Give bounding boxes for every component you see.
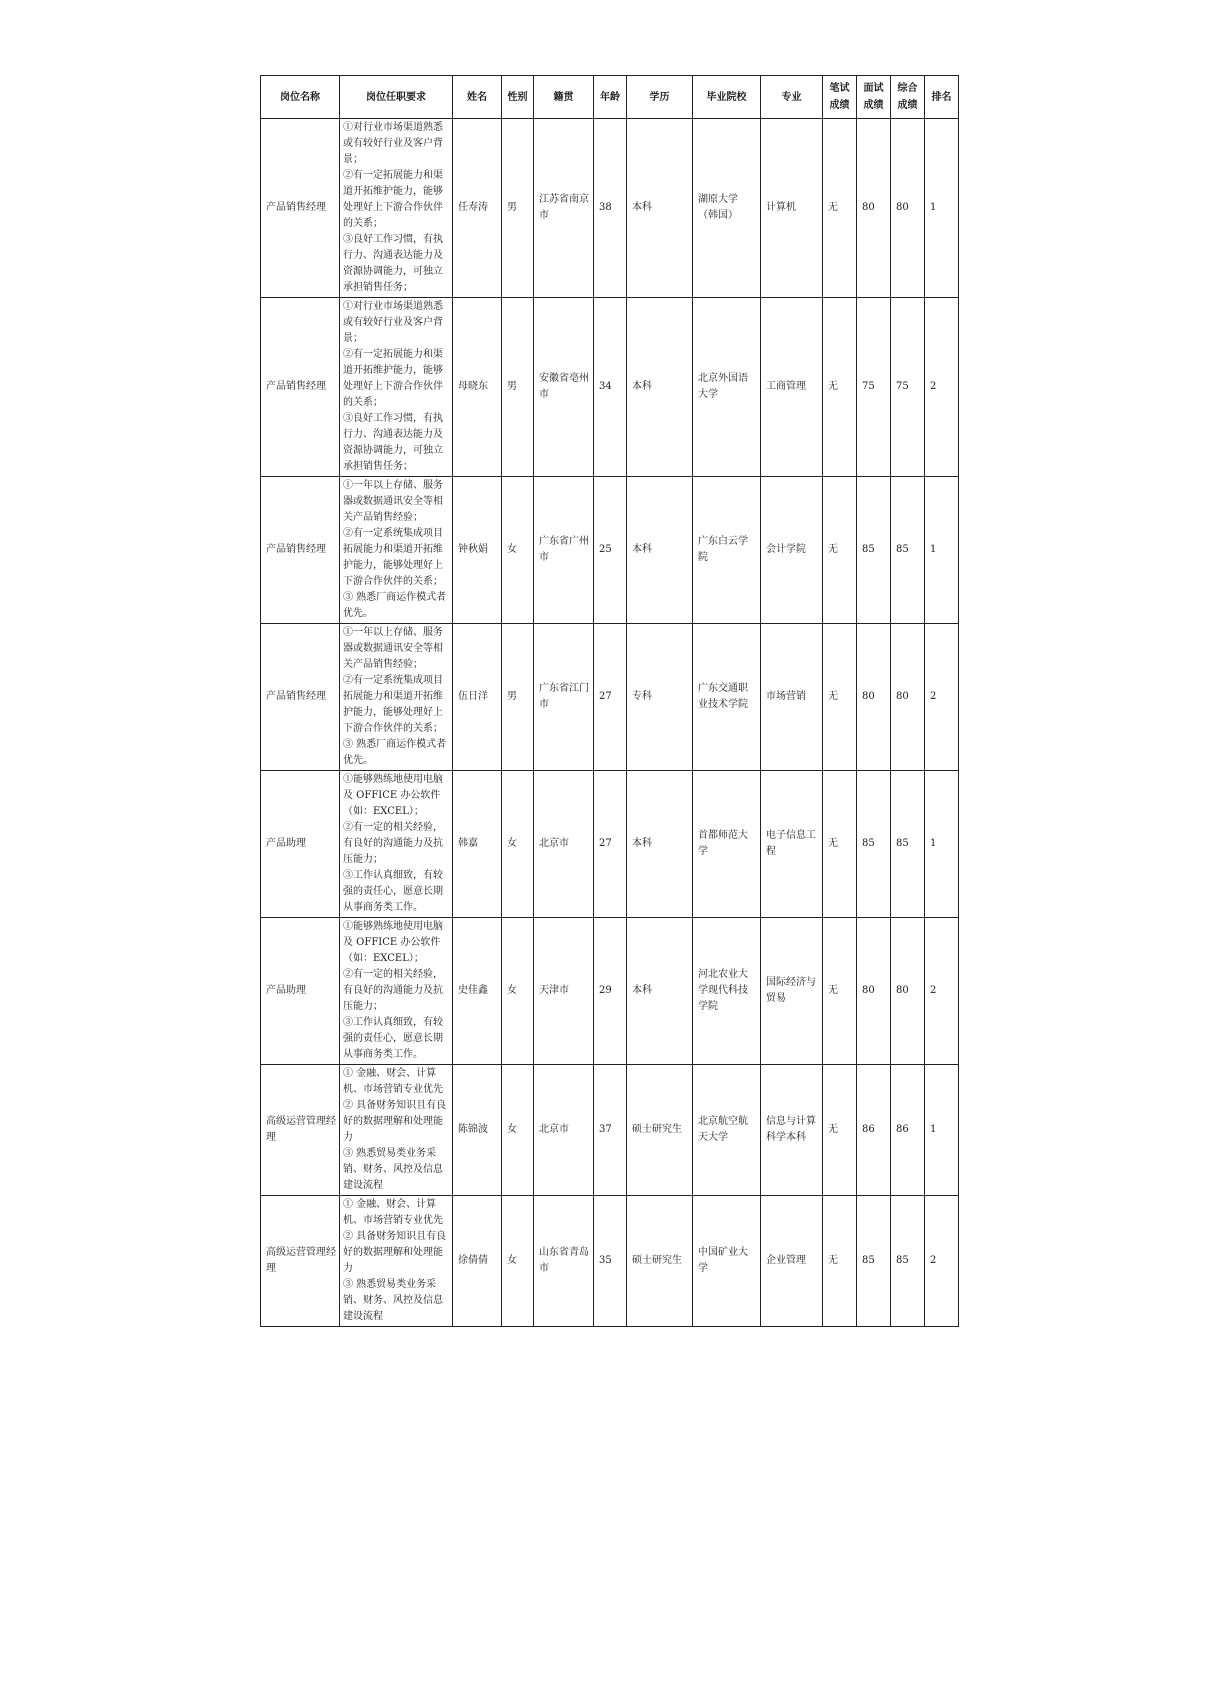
position-cell: 产品销售经理 (261, 119, 340, 298)
header-written-score: 笔试成绩 (823, 76, 857, 119)
school-cell: 湖原大学（韩国） (693, 119, 761, 298)
education-cell: 硕士研究生 (627, 1196, 693, 1327)
gender-cell: 女 (502, 1196, 534, 1327)
header-rank: 排名 (925, 76, 959, 119)
table-row (261, 1196, 959, 1327)
school-cell: 广东交通职业技术学院 (693, 624, 761, 771)
written-score-cell: 无 (823, 918, 857, 1065)
interview-score-cell: 75 (857, 298, 891, 477)
requirement-item: ②有一定系统集成项目拓展能力和渠道开拓维护能力，能够处理好上下游合作伙伴的关系； (343, 675, 443, 734)
total-score-cell: 86 (891, 1065, 925, 1196)
written-score-cell: 无 (823, 771, 857, 918)
header-education: 学历 (627, 76, 693, 119)
total-score-cell: 80 (891, 119, 925, 298)
interview-score-cell: 80 (857, 119, 891, 298)
requirement-item: ① 金融、财会、计算机、市场营销专业优先 (343, 1199, 443, 1226)
origin-cell: 北京市 (534, 1065, 594, 1196)
position-cell: 产品销售经理 (261, 298, 340, 477)
total-score-cell: 85 (891, 477, 925, 624)
position-cell: 产品销售经理 (261, 477, 340, 624)
major-cell: 会计学院 (761, 477, 823, 624)
major-cell: 国际经济与贸易 (761, 918, 823, 1065)
total-score-cell: 85 (891, 1196, 925, 1327)
age-cell: 25 (594, 477, 627, 624)
table-row (261, 918, 959, 1065)
name-cell: 史佳鑫 (453, 918, 502, 1065)
total-score-cell: 75 (891, 298, 925, 477)
education-cell: 本科 (627, 298, 693, 477)
table-row (261, 624, 959, 771)
requirement-item: ①对行业市场渠道熟悉或有较好行业及客户背景； (343, 301, 443, 344)
requirement-item: ③ 熟悉贸易类业务采销、财务、风控及信息建设流程 (343, 1148, 443, 1191)
major-cell: 计算机 (761, 119, 823, 298)
header-age: 年龄 (594, 76, 627, 119)
gender-cell: 男 (502, 119, 534, 298)
school-cell: 河北农业大学现代科技学院 (693, 918, 761, 1065)
interview-score-cell: 85 (857, 1196, 891, 1327)
requirement-item: ③工作认真细致，有较强的责任心，愿意长期从事商务类工作。 (343, 1017, 443, 1060)
school-cell: 首都师范大学 (693, 771, 761, 918)
interview-score-cell: 85 (857, 477, 891, 624)
education-cell: 专科 (627, 624, 693, 771)
requirement-item: ①对行业市场渠道熟悉或有较好行业及客户背景； (343, 122, 443, 165)
total-score-cell: 80 (891, 918, 925, 1065)
major-cell: 企业管理 (761, 1196, 823, 1327)
rank-cell: 1 (925, 771, 959, 918)
requirements-cell (340, 477, 453, 624)
header-requirements: 岗位任职要求 (340, 76, 453, 119)
age-cell: 29 (594, 918, 627, 1065)
requirement-item: ② 具备财务知识且有良好的数据理解和处理能力 (343, 1231, 447, 1274)
header-school: 毕业院校 (693, 76, 761, 119)
requirement-item: ③工作认真细致，有较强的责任心，愿意长期从事商务类工作。 (343, 870, 443, 913)
table-row (261, 119, 959, 298)
major-cell: 信息与计算科学本科 (761, 1065, 823, 1196)
table-row (261, 771, 959, 918)
header-gender: 性别 (502, 76, 534, 119)
written-score-cell: 无 (823, 119, 857, 298)
origin-cell: 江苏省南京市 (534, 119, 594, 298)
requirement-item: ②有一定系统集成项目拓展能力和渠道开拓维护能力，能够处理好上下游合作伙伴的关系； (343, 528, 443, 587)
position-cell: 高级运营管理经理 (261, 1196, 340, 1327)
name-cell: 伍日洋 (453, 624, 502, 771)
requirements-cell (340, 119, 453, 298)
requirement-item: ②有一定的相关经验，有良好的沟通能力及抗压能力； (343, 822, 443, 865)
origin-cell: 山东省青岛市 (534, 1196, 594, 1327)
age-cell: 38 (594, 119, 627, 298)
position-cell: 产品助理 (261, 918, 340, 1065)
education-cell: 硕士研究生 (627, 1065, 693, 1196)
name-cell: 韩嘉 (453, 771, 502, 918)
position-cell: 产品助理 (261, 771, 340, 918)
origin-cell: 广东省江门市 (534, 624, 594, 771)
age-cell: 34 (594, 298, 627, 477)
requirement-item: ①能够熟练地使用电脑及 OFFICE 办公软件（如：EXCEL）； (343, 774, 443, 817)
interview-score-cell: 80 (857, 624, 891, 771)
age-cell: 27 (594, 771, 627, 918)
header-major: 专业 (761, 76, 823, 119)
requirements-cell (340, 298, 453, 477)
name-cell: 母晓东 (453, 298, 502, 477)
rank-cell: 1 (925, 119, 959, 298)
written-score-cell: 无 (823, 1196, 857, 1327)
school-cell: 北京外国语大学 (693, 298, 761, 477)
requirements-cell (340, 1065, 453, 1196)
rank-cell: 2 (925, 918, 959, 1065)
header-row (261, 76, 959, 119)
education-cell: 本科 (627, 119, 693, 298)
school-cell: 广东白云学院 (693, 477, 761, 624)
written-score-cell: 无 (823, 298, 857, 477)
requirement-item: ①能够熟练地使用电脑及 OFFICE 办公软件（如：EXCEL）； (343, 921, 443, 964)
age-cell: 37 (594, 1065, 627, 1196)
requirement-item: ① 金融、财会、计算机、市场营销专业优先 (343, 1068, 443, 1095)
header-position: 岗位名称 (261, 76, 340, 119)
position-cell: 高级运营管理经理 (261, 1065, 340, 1196)
gender-cell: 男 (502, 624, 534, 771)
requirements-cell (340, 624, 453, 771)
requirements-cell (340, 1196, 453, 1327)
school-cell: 北京航空航天大学 (693, 1065, 761, 1196)
gender-cell: 女 (502, 771, 534, 918)
gender-cell: 女 (502, 477, 534, 624)
position-cell: 产品销售经理 (261, 624, 340, 771)
gender-cell: 女 (502, 1065, 534, 1196)
requirement-item: ③良好工作习惯，有执行力、沟通表达能力及资源协调能力，可独立承担销售任务； (343, 413, 443, 472)
education-cell: 本科 (627, 918, 693, 1065)
written-score-cell: 无 (823, 1065, 857, 1196)
requirement-item: ③ 熟悉厂商运作模式者优先。 (343, 592, 447, 619)
major-cell: 工商管理 (761, 298, 823, 477)
written-score-cell: 无 (823, 624, 857, 771)
table-row (261, 1065, 959, 1196)
major-cell: 市场营销 (761, 624, 823, 771)
requirements-cell (340, 918, 453, 1065)
rank-cell: 2 (925, 298, 959, 477)
school-cell: 中国矿业大学 (693, 1196, 761, 1327)
requirement-item: ②有一定拓展能力和渠道开拓维护能力，能够处理好上下游合作伙伴的关系； (343, 349, 443, 408)
table-row (261, 477, 959, 624)
requirements-cell (340, 771, 453, 918)
written-score-cell: 无 (823, 477, 857, 624)
rank-cell: 1 (925, 477, 959, 624)
gender-cell: 男 (502, 298, 534, 477)
major-cell: 电子信息工程 (761, 771, 823, 918)
education-cell: 本科 (627, 771, 693, 918)
name-cell: 徐倩倩 (453, 1196, 502, 1327)
total-score-cell: 85 (891, 771, 925, 918)
requirement-item: ③ 熟悉贸易类业务采销、财务、风控及信息建设流程 (343, 1279, 443, 1322)
requirement-item: ③ 熟悉厂商运作模式者优先。 (343, 739, 447, 766)
candidate-table (260, 75, 959, 1327)
table-row (261, 298, 959, 477)
rank-cell: 1 (925, 1065, 959, 1196)
age-cell: 27 (594, 624, 627, 771)
origin-cell: 天津市 (534, 918, 594, 1065)
origin-cell: 安徽省亳州市 (534, 298, 594, 477)
origin-cell: 广东省广州市 (534, 477, 594, 624)
requirement-item: ③良好工作习惯，有执行力、沟通表达能力及资源协调能力，可独立承担销售任务； (343, 234, 443, 293)
total-score-cell: 80 (891, 624, 925, 771)
interview-score-cell: 86 (857, 1065, 891, 1196)
rank-cell: 2 (925, 624, 959, 771)
requirement-item: ①一年以上存储、服务器或数据通讯安全等相关产品销售经验； (343, 627, 443, 670)
requirement-item: ①一年以上存储、服务器或数据通讯安全等相关产品销售经验； (343, 480, 443, 523)
requirement-item: ②有一定拓展能力和渠道开拓维护能力，能够处理好上下游合作伙伴的关系； (343, 170, 443, 229)
requirement-item: ②有一定的相关经验，有良好的沟通能力及抗压能力； (343, 969, 443, 1012)
name-cell: 陈锦波 (453, 1065, 502, 1196)
interview-score-cell: 80 (857, 918, 891, 1065)
gender-cell: 女 (502, 918, 534, 1065)
header-interview-score: 面试成绩 (857, 76, 891, 119)
header-name: 姓名 (453, 76, 502, 119)
requirement-item: ② 具备财务知识且有良好的数据理解和处理能力 (343, 1100, 447, 1143)
header-total-score: 综合成绩 (891, 76, 925, 119)
interview-score-cell: 85 (857, 771, 891, 918)
origin-cell: 北京市 (534, 771, 594, 918)
education-cell: 本科 (627, 477, 693, 624)
header-origin: 籍贯 (534, 76, 594, 119)
name-cell: 钟秋娟 (453, 477, 502, 624)
rank-cell: 2 (925, 1196, 959, 1327)
age-cell: 35 (594, 1196, 627, 1327)
name-cell: 任寿涛 (453, 119, 502, 298)
candidate-score-sheet (260, 75, 958, 1327)
